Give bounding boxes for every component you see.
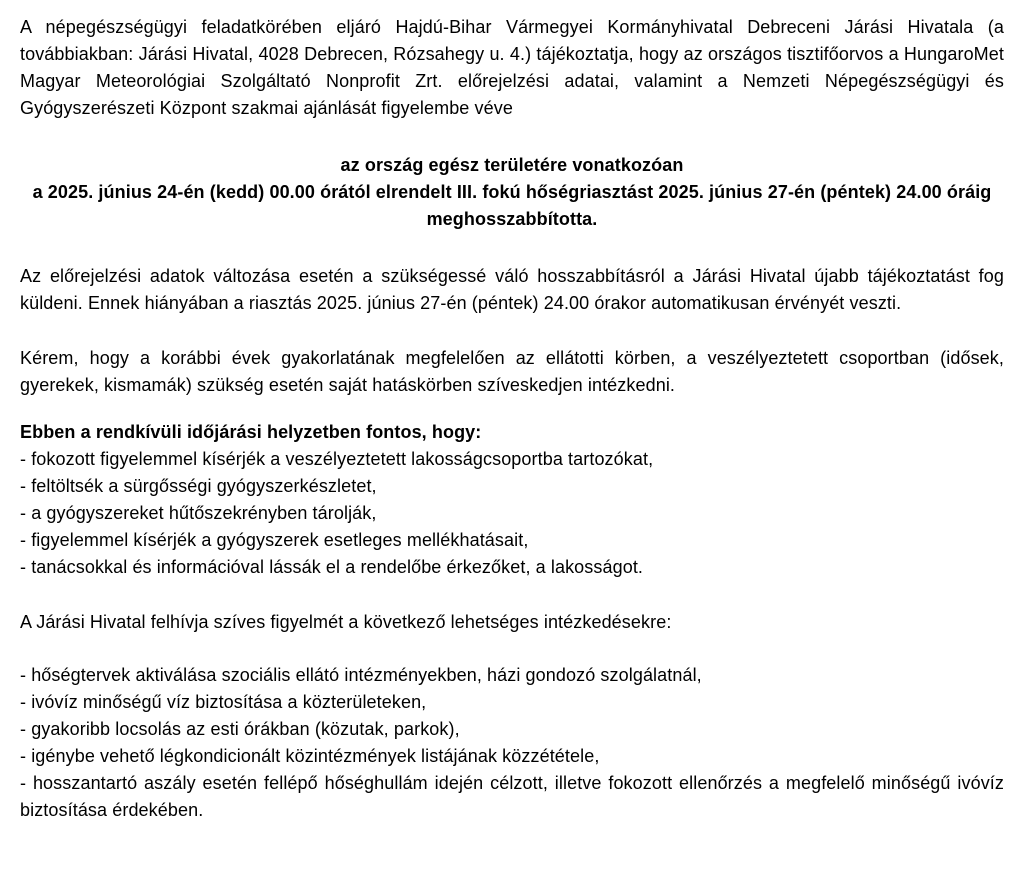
list-item: - fokozott figyelemmel kísérjék a veszélyeztetett lakosságcsoportba tartozókat, [20,449,654,469]
forecast-paragraph: Az előrejelzési adatok változása esetén a szükségessé váló hosszabbításról a Járási Hivatal újabb tájékoztatást fog küldeni. Ennek hiányában a riasztás 2025. június 27-én (péntek) 24.00 órakor automatikusan érvényét veszti. [20,266,1004,313]
list-item: - gyakoribb locsolás az esti órákban (közutak, parkok), [20,719,460,739]
request-paragraph: Kérem, hogy a korábbi évek gyakorlatának megfelelően az ellátotti körben, a veszélyeztetett csoportban (idősek, gyerekek, kismamák) szükség esetén saját hatáskörben szíveskedjen intézkedni. [20,348,1004,395]
important-heading: Ebben a rendkívüli időjárási helyzetben fontos, hogy: [20,422,482,442]
list-item: - igénybe vehető légkondicionált közintézmények listájának közzététele, [20,746,600,766]
list-item: - a gyógyszereket hűtőszekrényben tárolják, [20,503,377,523]
measures-list [20,662,1004,824]
list-item: - tanácsokkal és információval lássák el a rendelőbe érkezőket, a lakosságot. [20,557,644,577]
measures-paragraph: A Járási Hivatal felhívja szíves figyelmét a következő lehetséges intézkedésekre: [20,612,672,632]
list-item: - ivóvíz minőségű víz biztosítása a közterületeken, [20,692,427,712]
list-item: - hőségtervek aktiválása szociális ellátó intézményekben, házi gondozó szolgálatnál, [20,665,702,685]
intro-paragraph: A népegészségügyi feladatkörében eljáró Hajdú-Bihar Vármegyei Kormányhivatal Debreceni Járási Hivatala (a továbbiakban: Járási Hivatal, 4028 Debrecen, Rózsahegy u. 4.) tájékoztatja, hogy az országos tisztifőorvos a HungaroMet Magyar Meteorológiai Szolgáltató Nonprofit Zrt. előrejelzési adatai, valamint a Nemzeti Népegészségügyi és Gyógyszerészeti Központ szakmai ajánlását figyelembe véve [20,17,1004,118]
alert-statement [20,152,1004,233]
list-item: - feltöltsék a sürgősségi gyógyszerkészletet, [20,476,377,496]
alert-extension-line: a 2025. június 24-én (kedd) 00.00 órától elrendelt III. fokú hőségriasztást 2025. június 27-én (péntek) 24.00 óráig meghosszabbította. [32,182,992,229]
list-item: - figyelemmel kísérjék a gyógyszerek esetleges mellékhatásait, [20,530,529,550]
alert-scope-line: az ország egész területére vonatkozóan [340,155,684,175]
important-list [20,446,1004,581]
list-item: - hosszantartó aszály esetén fellépő hőséghullám idején célzott, illetve fokozott ellenőrzés a megfelelő minőségű ivóvíz biztosítása érdekében. [20,773,1004,820]
